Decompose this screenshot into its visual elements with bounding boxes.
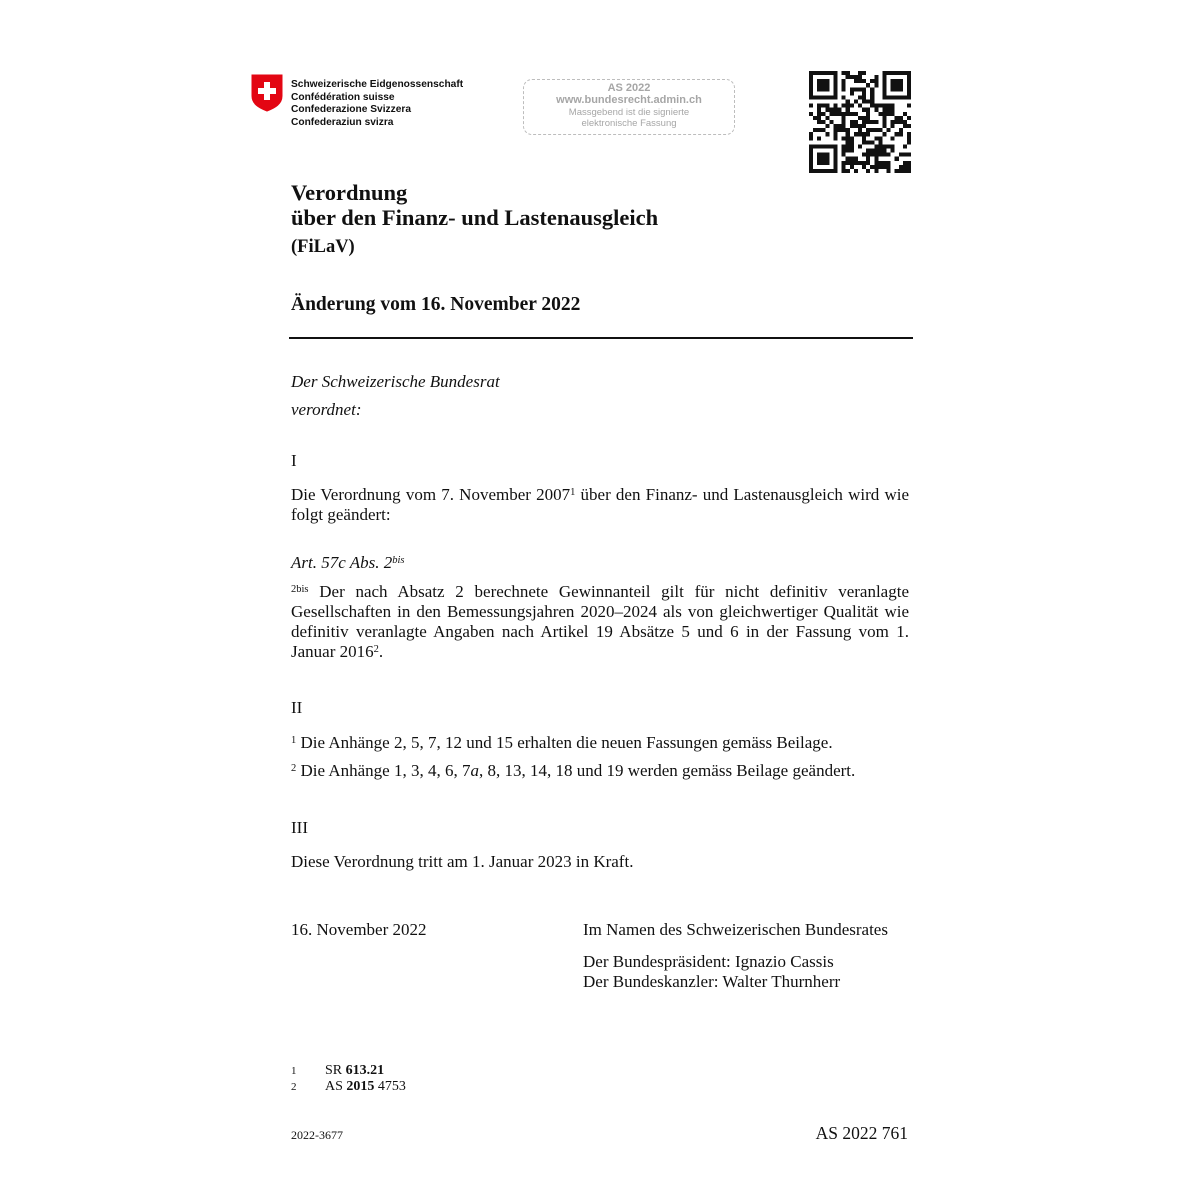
paragraph-end: .: [378, 642, 384, 661]
footnote-1-number: 1: [291, 1065, 297, 1077]
section-3-text: Diese Verordnung tritt am 1. Januar 2023 in Kraft.: [291, 852, 634, 871]
footnotes: [291, 1063, 406, 1095]
confederation-line-rm: Confederaziun svizra: [291, 116, 394, 128]
footnote-1-bold: 613.21: [345, 1063, 385, 1078]
official-publication-stamp: [523, 79, 735, 135]
footnote-2-number: 2: [291, 1081, 297, 1093]
section-numeral-2: II: [291, 698, 303, 717]
confederation-line-it: Confederazione Svizzera: [291, 104, 412, 116]
chancellor-line: Der Bundeskanzler: Walter Thurnherr: [583, 972, 841, 991]
stamp-note-line1: Massgebend ist die signierte: [568, 107, 690, 118]
preamble-line-2: verordnet:: [291, 400, 362, 419]
president-line: Der Bundespräsident: Ignazio Cassis: [583, 952, 834, 971]
article-heading-text: Art. 57: [291, 553, 339, 572]
stamp-collection: AS 2022: [607, 82, 651, 94]
title-line-2: über den Finanz- und Lastenausgleich: [291, 205, 659, 230]
item-2-text-a: Die Anhänge 1, 3, 4, 6, 7: [296, 761, 471, 780]
item-2-text-b: , 8, 13, 14, 18 und 19 werden gemäss Beilage geändert.: [478, 761, 856, 780]
intro-text-b: über den Finanz- und Lastenausgleich wird wie folgt geändert:: [291, 485, 909, 524]
title-divider: [289, 337, 913, 339]
amendment-date: Änderung vom 16. November 2022: [291, 294, 581, 315]
article-paragraph: [291, 582, 909, 662]
footnote-2-suffix: 4753: [374, 1079, 406, 1094]
page-reference: AS 2022 761: [815, 1123, 908, 1143]
document-title: [291, 180, 658, 230]
section-2-item-2: [291, 761, 855, 781]
footnote-2-prefix: AS: [325, 1079, 347, 1094]
footnote-1-prefix: SR: [325, 1063, 346, 1078]
confederation-name-block: [291, 79, 463, 129]
item-2-number: 2: [291, 763, 297, 774]
swiss-cross-icon: [251, 74, 283, 112]
item-1-number: 1: [291, 735, 297, 746]
title-abbreviation: (FiLaV): [291, 237, 355, 257]
title-line-1: Verordnung: [291, 180, 408, 205]
signature-date: 16. November 2022: [291, 920, 427, 939]
stamp-website: www.bundesrecht.admin.ch: [556, 94, 702, 106]
on-behalf-line: Im Namen des Schweizerischen Bundesrates: [583, 920, 888, 939]
qr-code-icon: [809, 71, 911, 173]
paragraph-text: Der nach Absatz 2 berechnete Gewinnanteil gilt für nicht definitiv veranlagte Gesellschaften in den Bemessungsjahren 2020–2024 als von gleichwertiger Qualität wie definitiv veranlagte Angaben nach Artikel 19 Absätze 5 und 6 in der Fassung vom 1. Januar 2016: [291, 582, 909, 661]
intro-text-a: Die Verordnung vom 7. November 2007: [291, 485, 571, 504]
footnote-2-bold: 2015: [346, 1079, 375, 1094]
document-number: 2022-3677: [291, 1128, 343, 1142]
item-1-text: Die Anhänge 2, 5, 7, 12 und 15 erhalten die neuen Fassungen gemäss Beilage.: [296, 733, 833, 752]
article-heading: [291, 553, 405, 573]
footnote-ref-1: 1: [570, 487, 576, 498]
confederation-line-de: Schweizerische Eidgenossenschaft: [291, 79, 464, 90]
section-1-intro: [291, 485, 909, 525]
paragraph-number: 2bis: [291, 584, 309, 595]
article-heading-sup: bis: [392, 555, 405, 566]
section-numeral-1: I: [291, 451, 297, 470]
article-heading-rest: Abs. 2: [345, 553, 393, 572]
signatories: [583, 952, 840, 992]
footnote-2: [291, 1079, 406, 1095]
preamble: [291, 368, 500, 424]
section-2-item-1: [291, 733, 833, 753]
item-2-italic-letter: a: [470, 761, 479, 780]
stamp-note-line2: elektronische Fassung: [581, 118, 677, 129]
footnote-1: [291, 1063, 406, 1079]
section-numeral-3: III: [291, 818, 308, 837]
confederation-line-fr: Confédération suisse: [291, 91, 395, 103]
footnote-ref-2: 2: [373, 644, 379, 655]
preamble-line-1: Der Schweizerische Bundesrat: [291, 372, 500, 391]
article-heading-letter: c: [338, 553, 346, 572]
